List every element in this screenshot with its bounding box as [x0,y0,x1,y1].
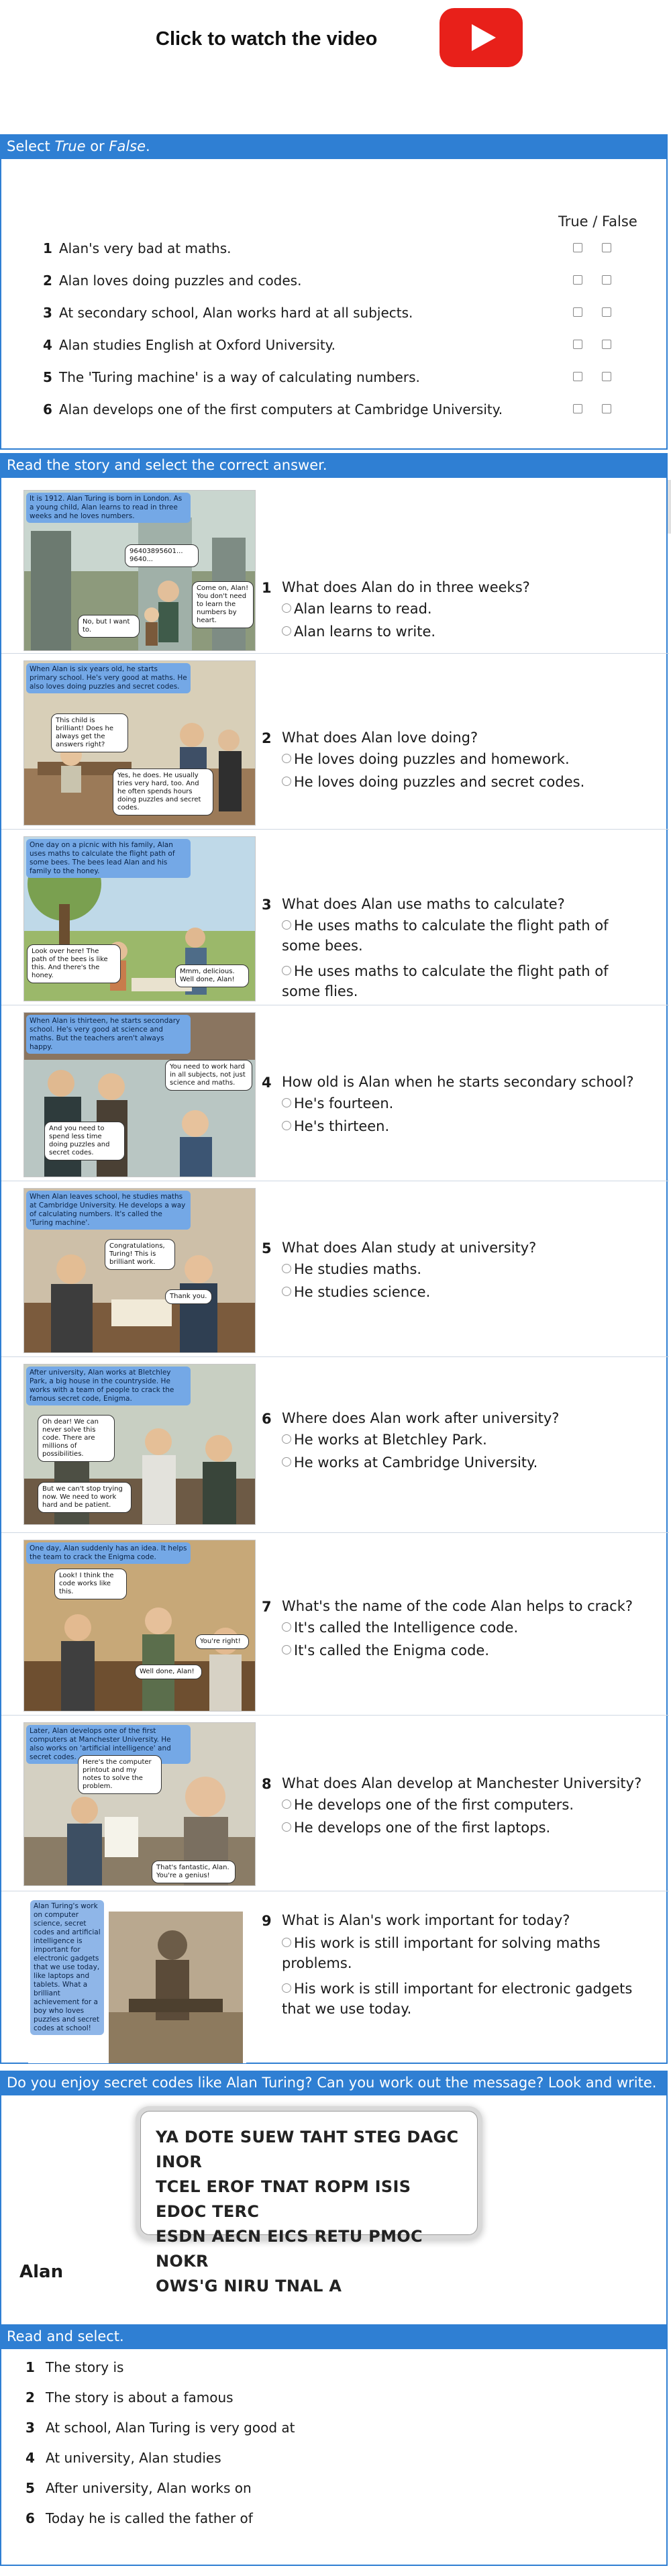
radio-icon[interactable] [282,1098,291,1107]
question-text: What does Alan develop at Manchester University? [282,1775,642,1791]
false-checkbox[interactable] [602,340,611,349]
secret-code-card [140,2111,478,2295]
speech-bubble: Mmm, delicious. Well done, Alan! [175,964,249,987]
story-question [1,478,669,654]
story-question [1,830,669,1005]
story-question [1,1533,669,1716]
comic-panel-illustration [23,1364,256,1525]
false-checkbox[interactable] [602,307,611,317]
speech-bubble: This child is brilliant! Does he always get the answers right? [51,713,128,752]
radio-icon[interactable] [282,1121,291,1130]
answer-option[interactable]: He's fourteen. [282,1092,644,1115]
question-number: 3 [262,897,272,913]
radio-icon[interactable] [282,1622,291,1632]
answer-option[interactable]: He develops one of the first laptops. [282,1816,644,1839]
question-text: Where does Alan work after university? [282,1410,560,1426]
question-number: 8 [262,1776,272,1792]
code-line: OWS'G NIRU TNAL A [156,2277,342,2295]
question-number: 5 [262,1240,272,1256]
answer-option[interactable]: He develops one of the first computers. [282,1793,644,1816]
radio-icon[interactable] [282,754,291,763]
comic-panel-illustration [23,1540,256,1712]
question-text: How old is Alan when he starts secondary school? [282,1074,634,1090]
speech-bubble: Come on, Alan! You don't need to learn the numbers by heart. [192,581,254,628]
story-caption: When Alan is thirteen, he starts secondary school. He's very good at science and maths. But the teachers aren't always happy. [26,1015,191,1054]
radio-icon[interactable] [282,626,291,636]
speech-bubble: You're right! [195,1634,249,1649]
false-checkbox[interactable] [602,243,611,252]
answer-option[interactable]: It's called the Intelligence code. [282,1616,644,1639]
story-caption: When Alan is six years old, he starts primary school. He's very good at maths. He also loves doing puzzles and secret codes. [26,663,191,693]
story-caption: One day on a picnic with his family, Alan uses maths to calculate the flight path of some bees. The bees lead Alan and his family to the honey. [26,839,191,878]
answer-option[interactable]: He studies science. [282,1281,644,1303]
radio-icon[interactable] [282,1983,291,1993]
speech-bubble: That's fantastic, Alan. You're a genius! [152,1861,236,1883]
speech-bubble: And you need to spend less time doing puzzles and secret codes. [44,1122,125,1160]
speech-bubble: You need to work hard in all subjects, not just science and maths. [165,1060,252,1091]
speech-bubble: Congratulations, Turing! This is brilliant work. [105,1239,175,1270]
false-checkbox[interactable] [602,275,611,285]
code-line: YA DOTE SUEW TAHT STEG DAGC INOR [156,2128,459,2171]
true-checkbox[interactable] [573,243,582,252]
secret-code-section [0,2071,668,2336]
signature: Alan [19,2262,64,2282]
question-number: 1 [262,580,272,596]
section-instruction: Select True or False. [0,134,668,159]
video-header [0,0,671,117]
section-instruction: Read the story and select the correct answer. [0,453,668,478]
code-line: TCEL EROF TNAT ROPM ISIS EDOC TERC [156,2177,411,2221]
question-text: What does Alan study at university? [282,1240,537,1256]
tf-item: 6 Alan develops one of the first computers at Cambridge University. [39,401,643,422]
true-checkbox[interactable] [573,307,582,317]
story-caption: Alan Turing's work on computer science, secret codes and artificial intelligence is important for electronic gadgets that we use today, like laptops and tablets. What a brilliant achievement for a boy who loves puzzles and secret codes at school! [30,1900,104,2035]
speech-bubble: No, but I want to. [78,615,140,638]
tf-item: 1 Alan's very bad at maths. [39,240,643,260]
true-checkbox[interactable] [573,275,582,285]
radio-icon[interactable] [282,1434,291,1444]
speech-bubble: 96403895601... 9640... [125,544,199,567]
true-false-section [0,134,668,450]
question-text: What does Alan love doing? [282,730,478,746]
section-instruction: Read and select. [0,2324,668,2349]
question-text: What does Alan do in three weeks? [282,579,530,595]
story-caption: When Alan leaves school, he studies maths at Cambridge University. He develops a way of calculating numbers. It's called the 'Turing machine'. [26,1191,191,1230]
answer-option[interactable]: His work is still important for solving maths problems. [282,1935,601,1971]
read-and-select-section: Read and select. 1 The story is 2 The story is about a famous 3 At school, Alan Turing is very good at 4 At university, Alan studies 5 After university, Alan works on 6 Today he is called the father of [0,2324,668,2566]
story-questions-section [0,453,668,2064]
speech-bubble: Oh dear! We can never solve this code. There are millions of possibilities. [38,1415,115,1462]
true-checkbox[interactable] [573,340,582,349]
comic-panel-illustration [23,1722,256,1886]
youtube-play-icon[interactable] [438,7,524,68]
tf-item: 4 Alan studies English at Oxford University. [39,337,643,357]
true-checkbox[interactable] [573,372,582,381]
answer-option[interactable]: He loves doing puzzles and homework. [282,748,644,771]
false-checkbox[interactable] [602,372,611,381]
radio-icon[interactable] [282,777,291,786]
radio-icon[interactable] [282,603,291,613]
tf-item: 2 Alan loves doing puzzles and codes. [39,273,643,293]
comic-panel-illustration [23,1012,256,1177]
answer-option[interactable]: He uses maths to calculate the flight path of some flies. [282,963,609,999]
comic-panel-illustration [23,836,256,1001]
true-checkbox[interactable] [573,404,582,413]
answer-option[interactable]: He works at Bletchley Park. [282,1428,644,1451]
radio-icon[interactable] [282,1264,291,1273]
comic-panel-illustration [28,1898,246,2063]
radio-icon[interactable] [282,1287,291,1296]
answer-option[interactable]: Alan learns to read. [282,597,644,620]
question-number: 6 [262,1411,272,1427]
story-question [1,1181,669,1357]
speech-bubble: Here's the computer printout and my notes to solve the problem. [78,1755,162,1794]
answer-option[interactable]: He loves doing puzzles and secret codes. [282,771,644,793]
radio-icon[interactable] [282,1822,291,1832]
radio-icon[interactable] [282,966,291,975]
story-question [1,1891,669,2062]
radio-icon[interactable] [282,1457,291,1467]
story-caption: After university, Alan works at Bletchley Park, a big house in the countryside. He works with a team of people to crack the famous secret code, Enigma. [26,1367,191,1405]
question-text: What is Alan's work important for today? [282,1912,570,1928]
answer-option[interactable]: Alan learns to write. [282,620,644,643]
radio-icon[interactable] [282,1645,291,1654]
speech-bubble: Look over here! The path of the bees is like this. And there's the honey. [27,944,121,983]
answer-option[interactable]: He's thirteen. [282,1115,644,1138]
story-question [1,1357,669,1533]
story-question [1,1716,669,1891]
speech-bubble: Look! I think the code works like this. [54,1569,127,1599]
section-instruction: Do you enjoy secret codes like Alan Turing? Can you work out the message? Look and write. [0,2071,668,2095]
question-number: 9 [262,1913,272,1929]
answer-option[interactable]: He uses maths to calculate the flight path of some bees. [282,918,609,954]
comic-panel-illustration [23,660,256,826]
question-number: 2 [262,730,272,746]
tf-item: 3 At secondary school, Alan works hard at all subjects. [39,305,643,325]
question-text: What does Alan use maths to calculate? [282,896,565,912]
question-number: 4 [262,1075,272,1091]
question-number: 7 [262,1599,272,1615]
question-text: What's the name of the code Alan helps to crack? [282,1598,633,1614]
speech-bubble: But we can't stop trying now. We need to work hard and be patient. [38,1482,132,1513]
story-caption: One day, Alan suddenly has an idea. It helps the team to crack the Enigma code. [26,1542,191,1564]
comic-panel-illustration [23,1188,256,1353]
comic-panel-illustration [23,490,256,651]
tf-item: 5 The 'Turing machine' is a way of calculating numbers. [39,369,643,389]
speech-bubble: Thank you. [165,1289,212,1304]
radio-icon[interactable] [282,920,291,930]
radio-icon[interactable] [282,1799,291,1809]
false-checkbox[interactable] [602,404,611,413]
answer-option[interactable]: He works at Cambridge University. [282,1451,644,1474]
story-question [1,654,669,830]
scrollbar[interactable] [668,480,671,534]
speech-bubble: Yes, he does. He usually tries very hard, too. And he often spends hours doing puzzles and secret codes. [113,769,213,815]
story-question [1,1005,669,1181]
speech-bubble: Well done, Alan! [135,1665,202,1679]
story-caption: It is 1912. Alan Turing is born in London. As a young child, Alan learns to read in three weeks and he loves numbers. [26,493,191,523]
video-title[interactable]: Click to watch the video [156,28,378,50]
story-caption: Later, Alan develops one of the first computers at Manchester University. He also works on 'artificial intelligence' and secret codes. [26,1725,191,1764]
answer-option[interactable]: It's called the Enigma code. [282,1639,644,1662]
radio-icon[interactable] [282,1938,291,1947]
code-line: ESDN AECN EICS RETU PMOC NOKR [156,2227,423,2271]
true-false-header: True / False [558,213,637,230]
answer-option[interactable]: He studies maths. [282,1258,644,1281]
answer-option[interactable]: His work is still important for electronic gadgets that we use today. [282,1981,633,2017]
